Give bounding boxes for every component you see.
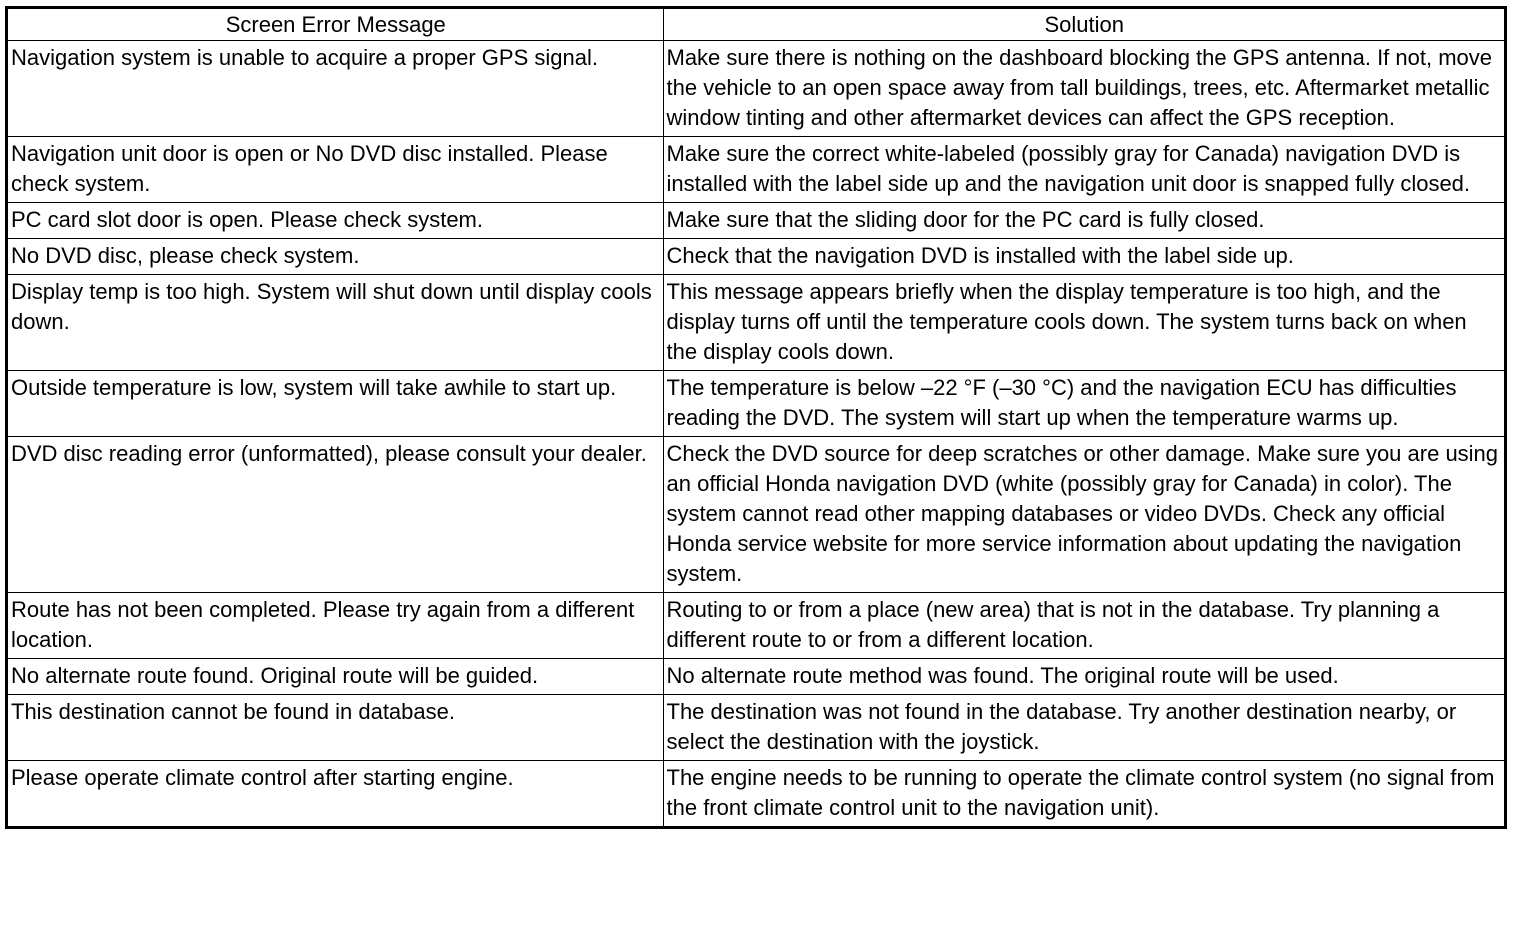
error-message-cell: Outside temperature is low, system will take awhile to start up. [8, 371, 663, 437]
error-message-cell: DVD disc reading error (unformatted), please consult your dealer. [8, 437, 663, 593]
table-row [8, 137, 1504, 203]
error-message-table [8, 9, 1504, 826]
table-header-row [8, 9, 1504, 41]
table-row [8, 203, 1504, 239]
table-row [8, 371, 1504, 437]
table-row [8, 275, 1504, 371]
error-message-cell: PC card slot door is open. Please check system. [8, 203, 663, 239]
table-row [8, 659, 1504, 695]
error-message-table-frame [5, 6, 1507, 829]
solution-cell: Make sure there is nothing on the dashboard blocking the GPS antenna. If not, move the vehicle to an open space away from tall buildings, trees, etc. Aftermarket metallic window tinting and other aftermarket devices can affect the GPS reception. [663, 41, 1504, 137]
solution-cell: Check that the navigation DVD is installed with the label side up. [663, 239, 1504, 275]
error-message-cell: This destination cannot be found in database. [8, 695, 663, 761]
error-message-cell: No DVD disc, please check system. [8, 239, 663, 275]
table-row [8, 695, 1504, 761]
table-row [8, 239, 1504, 275]
solution-cell: No alternate route method was found. The original route will be used. [663, 659, 1504, 695]
solution-cell: Routing to or from a place (new area) that is not in the database. Try planning a different route to or from a different location. [663, 593, 1504, 659]
solution-cell: The temperature is below –22 °F (–30 °C) and the navigation ECU has difficulties reading the DVD. The system will start up when the temperature warms up. [663, 371, 1504, 437]
solution-cell: Check the DVD source for deep scratches or other damage. Make sure you are using an official Honda navigation DVD (white (possibly gray for Canada) in color). The system cannot read other mapping databases or video DVDs. Check any official Honda service website for more service information about updating the navigation system. [663, 437, 1504, 593]
error-message-cell: Navigation unit door is open or No DVD disc installed. Please check system. [8, 137, 663, 203]
solution-cell: This message appears briefly when the display temperature is too high, and the display turns off until the temperature cools down. The system turns back on when the display cools down. [663, 275, 1504, 371]
table-row [8, 593, 1504, 659]
error-message-cell: Route has not been completed. Please try again from a different location. [8, 593, 663, 659]
solution-cell: Make sure that the sliding door for the PC card is fully closed. [663, 203, 1504, 239]
error-message-cell: No alternate route found. Original route will be guided. [8, 659, 663, 695]
table-row [8, 761, 1504, 827]
error-message-cell: Display temp is too high. System will shut down until display cools down. [8, 275, 663, 371]
solution-cell: The engine needs to be running to operate the climate control system (no signal from the front climate control unit to the navigation unit). [663, 761, 1504, 827]
column-header-screen-error-message: Screen Error Message [8, 9, 663, 41]
error-message-cell: Please operate climate control after starting engine. [8, 761, 663, 827]
column-header-solution: Solution [663, 9, 1504, 41]
solution-cell: Make sure the correct white-labeled (possibly gray for Canada) navigation DVD is installed with the label side up and the navigation unit door is snapped fully closed. [663, 137, 1504, 203]
table-row [8, 41, 1504, 137]
error-message-cell: Navigation system is unable to acquire a proper GPS signal. [8, 41, 663, 137]
solution-cell: The destination was not found in the database. Try another destination nearby, or select the destination with the joystick. [663, 695, 1504, 761]
table-row [8, 437, 1504, 593]
